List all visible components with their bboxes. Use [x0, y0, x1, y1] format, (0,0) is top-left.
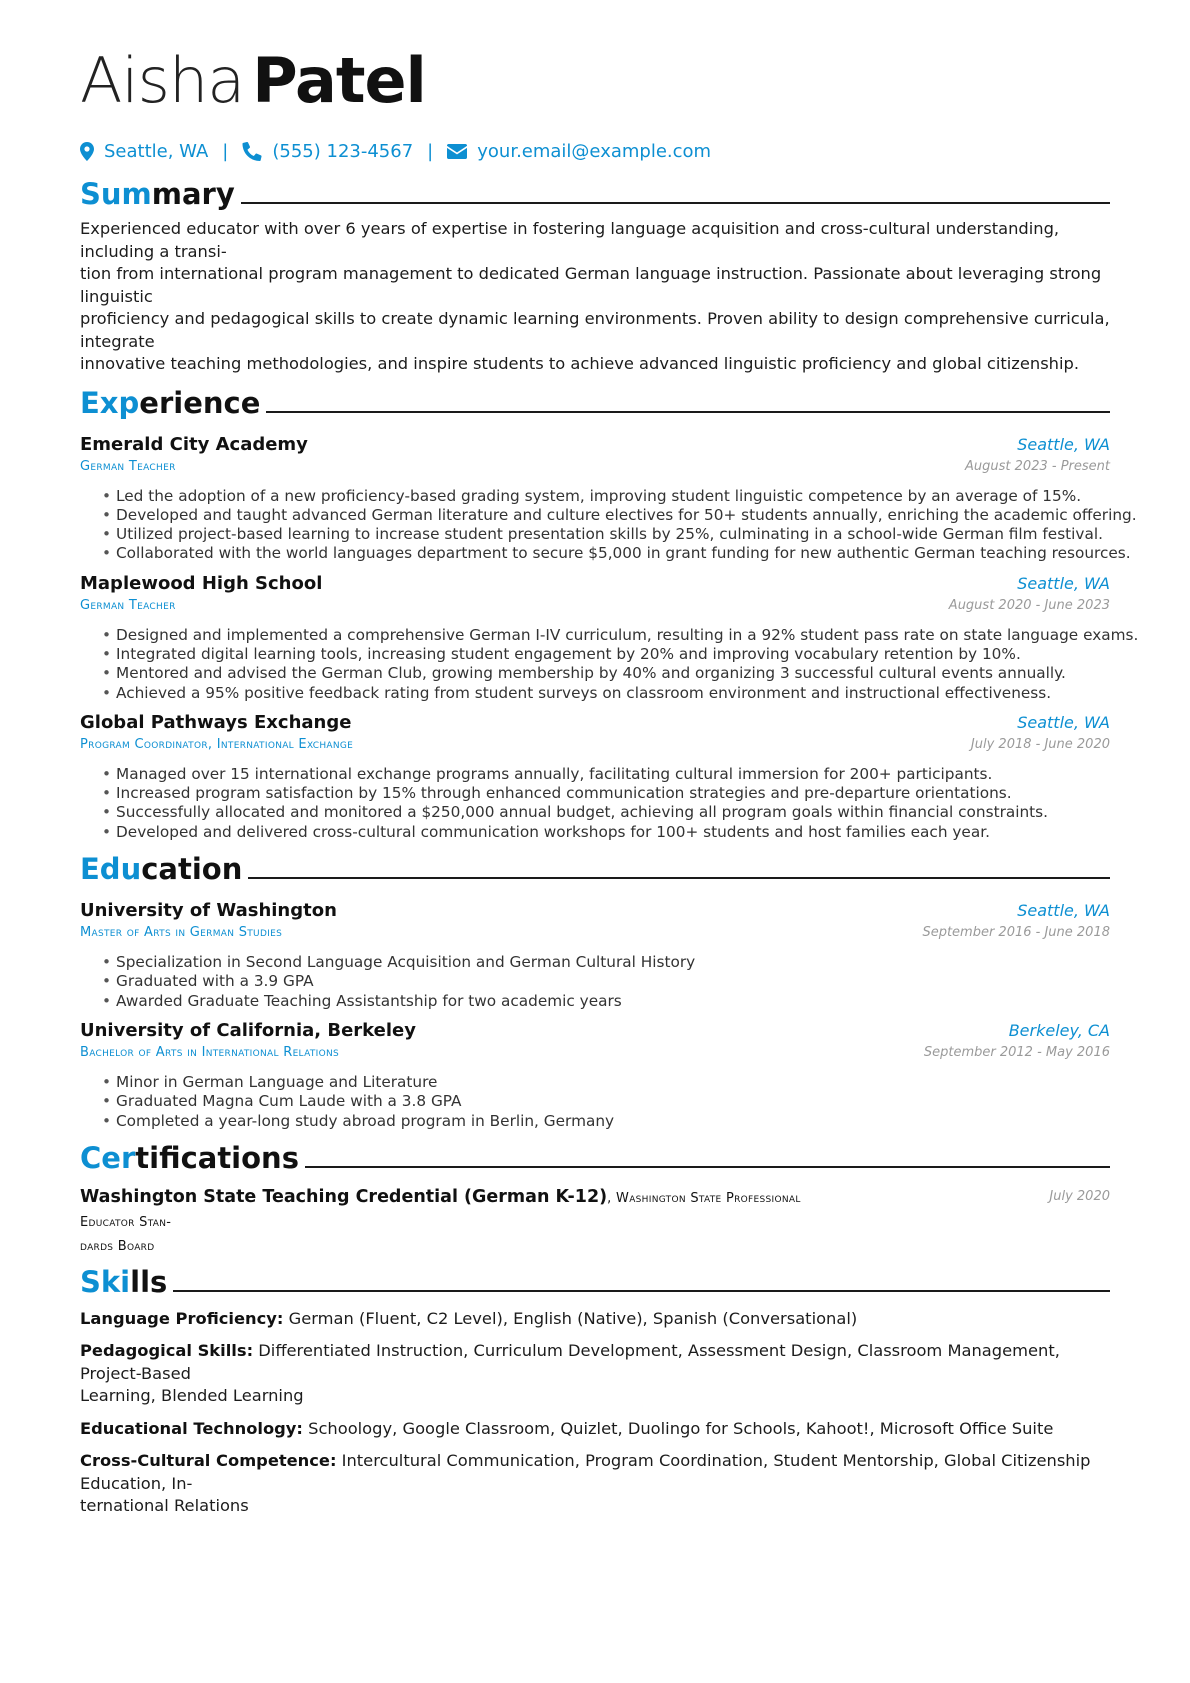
entry-location: Seattle, WA [1017, 901, 1110, 921]
entry-dates: August 2023 - Present [965, 458, 1110, 474]
map-pin-icon [80, 142, 94, 161]
section-title-experience: Experience [80, 385, 261, 420]
skill-label: Educational Technology: [80, 1418, 303, 1438]
list-item: • Achieved a 95% positive feedback rating from student surveys on classroom environment and instructional effectiveness. [102, 684, 1110, 703]
entry-location: Seattle, WA [1017, 434, 1110, 454]
entry-location: Seattle, WA [1017, 712, 1110, 732]
summary-section-header [80, 176, 1110, 212]
degree-title: Master of Arts in German Studies [80, 925, 283, 941]
section-title-certifications: Certifications [80, 1140, 299, 1175]
skill-group [80, 1450, 1110, 1518]
achievement-list [80, 625, 1139, 703]
phone-text: (555) 123-4567 [272, 140, 414, 162]
education-detail-list [80, 953, 1110, 1011]
education-entry [80, 899, 1110, 1011]
certification-item: Washington State Teaching Credential (German K-12), Washington State Professional Educator Stan- dards Board July 2020 [80, 1186, 1110, 1254]
list-item: • Mentored and advised the German Club, growing membership by 40% and organizing 3 successful cultural events annually. [102, 664, 1110, 683]
experience-entry [80, 433, 1137, 564]
list-item: • Designed and implemented a comprehensive German I-IV curriculum, resulting in a 92% student pass rate on state language exams. [102, 626, 1110, 645]
contact-separator: | [222, 140, 229, 162]
education-section-header [80, 851, 1110, 887]
experience-entry [80, 572, 1139, 703]
certifications-section-header [80, 1140, 1110, 1176]
employer-name: Maplewood High School [80, 572, 323, 594]
school-name: University of Washington [80, 900, 337, 922]
first-name: Aisha [80, 44, 245, 117]
list-item: • Awarded Graduate Teaching Assistantship for two academic years [102, 992, 1110, 1011]
skill-values: Schoology, Google Classroom, Quizlet, Duolingo for Schools, Kahoot!, Microsoft Office Suite [308, 1418, 1054, 1438]
entry-dates: August 2020 - June 2023 [948, 597, 1110, 613]
skill-label: Language Proficiency: [80, 1308, 284, 1328]
job-title: German Teacher [80, 597, 176, 613]
skill-values: Differentiated Instruction, Curriculum Development, Assessment Design, Classroom Management, Project-Based [80, 1341, 1060, 1383]
entry-location: Berkeley, CA [1008, 1020, 1110, 1040]
list-item: • Increased program satisfaction by 15% through enhanced communication strategies and pre-departure orientations. [102, 784, 1110, 803]
entry-dates: September 2016 - June 2018 [922, 925, 1110, 941]
list-item: • Graduated with a 3.9 GPA [102, 972, 1110, 991]
last-name: Patel [252, 44, 426, 117]
location-text: Seattle, WA [104, 140, 209, 162]
achievement-list [80, 486, 1137, 564]
skill-values-cont: Learning, Blended Learning [80, 1386, 304, 1406]
contact-email[interactable] [447, 141, 711, 162]
job-title: Program Coordinator, International Exchange [80, 736, 354, 752]
contact-separator: | [427, 140, 434, 162]
skill-label: Cross-Cultural Competence: [80, 1451, 337, 1471]
section-rule [241, 202, 1110, 204]
list-item: • Graduated Magna Cum Laude with a 3.8 GPA [102, 1092, 1110, 1111]
skill-group [80, 1308, 1110, 1331]
experience-entry [80, 711, 1110, 842]
entry-dates: September 2012 - May 2016 [923, 1044, 1110, 1060]
phone-icon [242, 142, 262, 161]
section-rule [248, 877, 1110, 879]
list-item: • Minor in German Language and Literature [102, 1073, 1110, 1092]
section-rule [173, 1290, 1110, 1292]
section-rule [305, 1166, 1110, 1168]
list-item: • Managed over 15 international exchange programs annually, facilitating cultural immersion for 200+ participants. [102, 765, 1110, 784]
section-rule [266, 411, 1110, 413]
certification-issuer-cont: dards Board [80, 1238, 155, 1254]
contact-bar [80, 136, 1110, 166]
list-item: • Led the adoption of a new proficiency-based grading system, improving student linguistic competence by an average of 15%. [102, 487, 1110, 506]
experience-section-header [80, 385, 1110, 421]
summary-paragraph: Experienced educator with over 6 years of expertise in fostering language acquisition and cross-cultural understanding, including a transi- tion from international program management to dedicated German language instruction. Passionate about leveraging strong linguistic proficiency and pedagogical skills to create dynamic learning environments. Proven ability to design comprehensive curricula, integrate innovative teaching methodologies, and inspire students to achieve advanced linguistic proficiency and global citizenship. [80, 219, 1110, 373]
list-item: • Utilized project-based learning to increase student presentation skills by 25%, culminating in a school-wide German film festival. [102, 525, 1110, 544]
education-detail-list [80, 1073, 1110, 1131]
certification-title: Washington State Teaching Credential (German K-12) [80, 1186, 608, 1207]
envelope-icon [447, 144, 467, 159]
section-title-skills: Skills [80, 1264, 168, 1299]
list-item: • Integrated digital learning tools, increasing student engagement by 20% and improving vocabulary retention by 10%. [102, 645, 1110, 664]
section-title-summary: Summary [80, 177, 235, 211]
certification-issuer: Washington State Professional Educator Stan- [80, 1190, 801, 1230]
entry-location: Seattle, WA [1017, 573, 1110, 593]
list-item: • Completed a year-long study abroad program in Berlin, Germany [102, 1112, 1110, 1131]
employer-name: Global Pathways Exchange [80, 711, 352, 733]
list-item: • Specialization in Second Language Acquisition and German Cultural History [102, 953, 1110, 972]
list-item: • Successfully allocated and monitored a $250,000 annual budget, achieving all program goals within financial constraints. [102, 803, 1110, 822]
list-item: • Collaborated with the world languages department to secure $5,000 in grant funding for new authentic German teaching resources. [102, 544, 1110, 563]
email-text: your.email@example.com [477, 140, 712, 162]
degree-title: Bachelor of Arts in International Relations [80, 1044, 340, 1060]
job-title: German Teacher [80, 458, 176, 474]
education-entry [80, 1019, 1110, 1131]
entry-dates: July 2018 - June 2020 [970, 736, 1110, 752]
skill-group [80, 1340, 1110, 1408]
section-title-education: Education [80, 852, 243, 887]
skill-group [80, 1418, 1110, 1441]
skills-section-header [80, 1264, 1110, 1300]
achievement-list [80, 765, 1110, 842]
skill-values-cont: ternational Relations [80, 1496, 249, 1516]
candidate-name [80, 0, 1110, 120]
certification-date: July 2020 [1049, 1188, 1110, 1204]
list-item: • Developed and taught advanced German literature and culture electives for 50+ students annually, enriching the academic offering. [102, 506, 1110, 525]
skill-values: German (Fluent, C2 Level), English (Native), Spanish (Conversational) [288, 1308, 858, 1328]
skill-values: Intercultural Communication, Program Coordination, Student Mentorship, Global Citizenship Education, In- [80, 1451, 1091, 1493]
employer-name: Emerald City Academy [80, 433, 308, 455]
skill-label: Pedagogical Skills: [80, 1341, 254, 1361]
contact-location [80, 141, 208, 162]
school-name: University of California, Berkeley [80, 1019, 416, 1041]
list-item: • Developed and delivered cross-cultural communication workshops for 100+ students and host families each year. [102, 823, 1110, 842]
contact-phone[interactable] [242, 141, 413, 162]
